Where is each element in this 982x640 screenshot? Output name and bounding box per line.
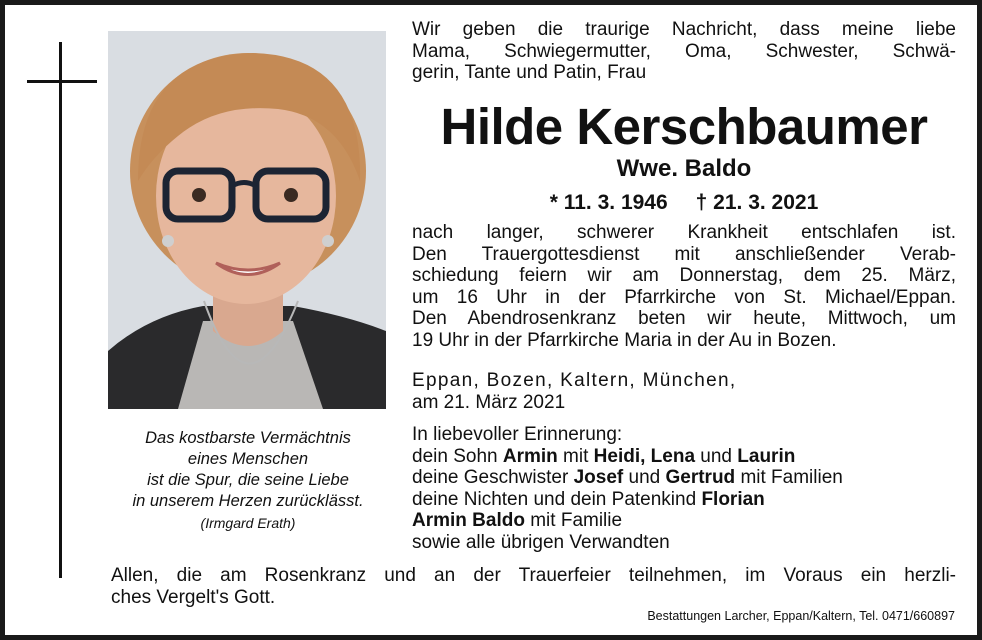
body-line: Den Trauergottesdienst mit anschließender Verab- — [412, 243, 956, 265]
mourners-list — [412, 424, 956, 554]
quote-author: (Irmgard Erath) — [200, 515, 296, 531]
mourner-line: deine Nichten und dein Patenkind Florian — [412, 488, 765, 510]
place-date — [412, 370, 956, 413]
body-line: schiedung feiern wir am Donnerstag, dem 25. März, — [412, 265, 956, 287]
body-line: nach langer, schwerer Krankheit entschlafen ist. — [412, 222, 956, 243]
thanks-line: Allen, die am Rosenkranz und an der Trauerfeier teilnehmen, im Voraus ein herzli- — [111, 565, 956, 586]
mourner-line: sowie alle übrigen Verwandten — [412, 531, 670, 553]
intro-text — [412, 19, 956, 84]
intro-line: gerin, Tante und Patin, Frau — [412, 62, 647, 84]
body-line: um 16 Uhr in der Pfarrkirche von St. Michael/Eppan. — [412, 286, 956, 308]
thanks-line: ches Vergelt's Gott. — [111, 587, 276, 608]
portrait-photo — [108, 31, 386, 409]
quote-line: ist die Spur, die seine Liebe — [147, 471, 349, 489]
cross-icon-horizontal — [27, 80, 97, 83]
intro-line: Wir geben die traurige Nachricht, dass meine liebe — [412, 19, 956, 40]
thanks-text — [111, 565, 956, 609]
place-line: Eppan, Bozen, Kaltern, München, — [412, 370, 737, 391]
body-line: 19 Uhr in der Pfarrkirche Maria in der Au in Bozen. — [412, 329, 837, 351]
deceased-name: Hilde Kerschbaumer — [440, 98, 928, 155]
service-text — [412, 222, 956, 352]
mourners-heading: In liebevoller Erinnerung: — [412, 424, 623, 445]
memorial-quote — [98, 428, 398, 534]
quote-line: in unserem Herzen zurücklässt. — [132, 492, 364, 510]
life-dates — [412, 189, 956, 217]
birth-date: * 11. 3. 1946 — [549, 191, 668, 214]
intro-line: Mama, Schwiegermutter, Oma, Schwester, Schwä- — [412, 40, 956, 62]
quote-line: Das kostbarste Vermächtnis — [145, 429, 351, 447]
cross-icon-vertical — [59, 42, 62, 578]
quote-line: eines Menschen — [187, 450, 309, 468]
date-line: am 21. März 2021 — [412, 391, 566, 413]
mourner-line: dein Sohn Armin mit Heidi, Lena und Laurin — [412, 445, 796, 467]
body-line: Den Abendrosenkranz beten wir heute, Mittwoch, um — [412, 308, 956, 330]
death-date: † 21. 3. 2021 — [695, 191, 819, 214]
deceased-subname: Wwe. Baldo — [616, 155, 752, 182]
mourner-line: Armin Baldo mit Familie — [412, 510, 623, 532]
mourner-line: deine Geschwister Josef und Gertrud mit Familien — [412, 467, 843, 489]
funeral-home-credit: Bestattungen Larcher, Eppan/Kaltern, Tel. 0471/660897 — [647, 609, 955, 623]
